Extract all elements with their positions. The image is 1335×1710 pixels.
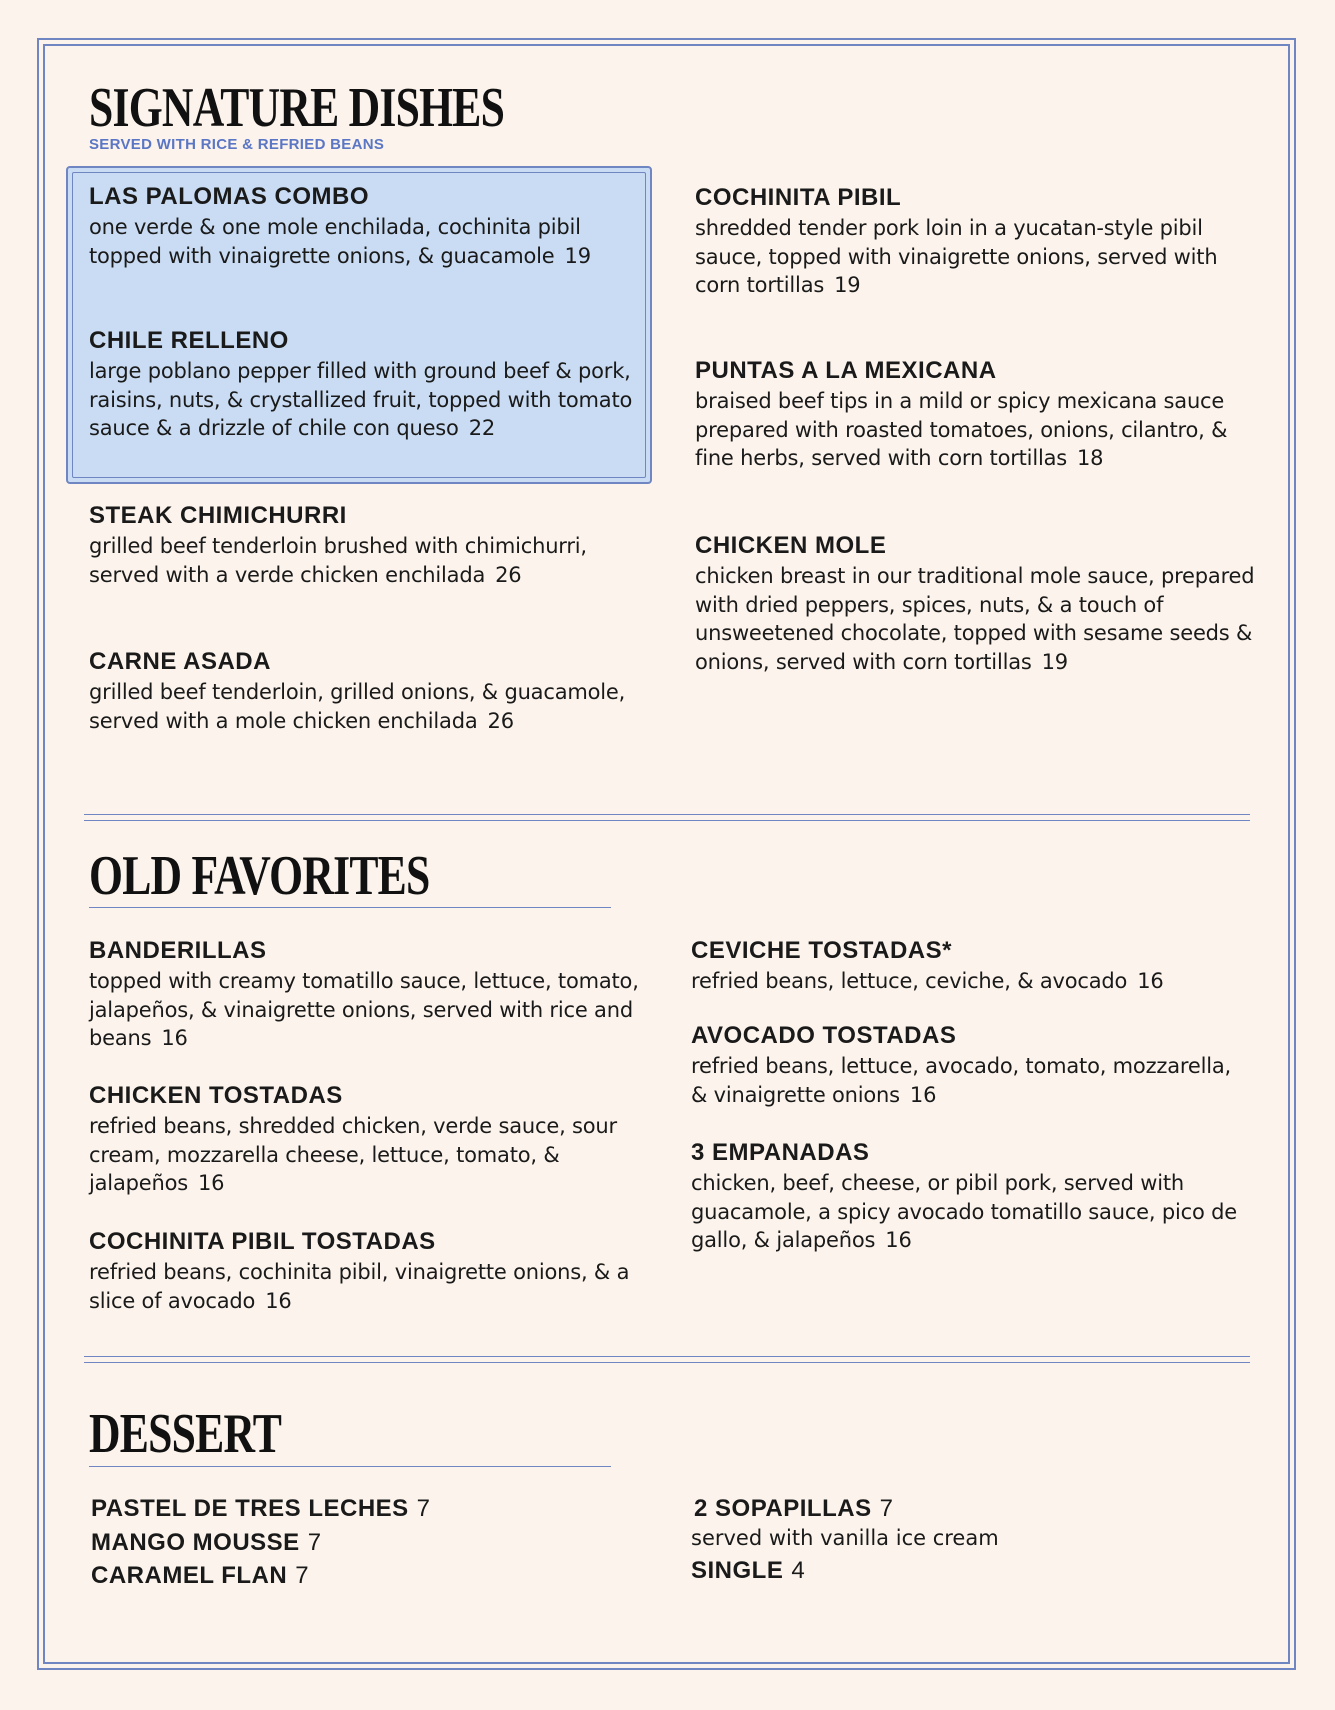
dessert-item xyxy=(91,1492,430,1525)
item-name: COCHINITA PIBIL xyxy=(695,184,902,211)
item-name: LAS PALOMAS COMBO xyxy=(89,183,370,210)
dessert-item xyxy=(694,1492,893,1525)
item-description: braised beef tips in a mild or spicy mexicana sauce prepared with roasted tomatoes, onions, cilantro, & fine herbs, served with corn tortillas xyxy=(695,389,1228,470)
signature-dishes-title: SIGNATURE DISHES xyxy=(89,77,505,139)
item-description: shredded tender pork loin in a yucatan-style pibil sauce, topped with vinaigrette onions, served with corn tortillas xyxy=(695,216,1218,297)
menu-item xyxy=(89,1082,649,1198)
dessert-name: 2 SOPAPILLAS xyxy=(694,1495,872,1522)
dessert-name: MANGO MOUSSE xyxy=(91,1529,300,1556)
item-description: chicken breast in our traditional mole sauce, prepared with dried peppers, spices, nuts, & a touch of unsweetened chocolate, topped with sesame seeds & onions, served with corn tortillas xyxy=(695,564,1255,674)
dessert-name: SINGLE xyxy=(691,1557,784,1584)
item-price: 26 xyxy=(495,562,522,587)
item-description: grilled beef tenderloin brushed with chimichurri, served with a verde chicken enchilada xyxy=(89,534,587,587)
dessert-title: DESSERT xyxy=(89,1403,282,1465)
item-price: 26 xyxy=(487,708,514,733)
item-price: 18 xyxy=(1077,446,1104,470)
item-name: CHILE RELLENO xyxy=(89,327,289,354)
item-name: CEVICHE TOSTADAS* xyxy=(691,937,952,964)
dessert-price: 7 xyxy=(295,1562,309,1589)
dessert-name: PASTEL DE TRES LECHES xyxy=(91,1495,409,1522)
item-description: refried beans, lettuce, avocado, tomato, mozzarella, & vinaigrette onions xyxy=(691,1054,1231,1107)
item-price: 22 xyxy=(468,416,496,440)
dessert-price: 4 xyxy=(791,1557,805,1584)
item-price: 16 xyxy=(1137,969,1164,993)
item-name: CHICKEN MOLE xyxy=(695,532,887,559)
section-divider xyxy=(84,1356,1250,1363)
item-name: AVOCADO TOSTADAS xyxy=(691,1022,957,1049)
item-description: one verde & one mole enchilada, cochinita pibil topped with vinaigrette onions, & guacamole xyxy=(89,215,581,268)
title-underline xyxy=(89,907,611,908)
title-underline xyxy=(89,1466,611,1467)
dessert-price: 7 xyxy=(879,1495,893,1522)
item-description: chicken, beef, cheese, or pibil pork, served with guacamole, a spicy avocado tomatillo sauce, pico de gallo, & jalapeños xyxy=(691,1171,1237,1252)
item-name: PUNTAS A LA MEXICANA xyxy=(695,357,997,384)
item-price: 16 xyxy=(885,1228,912,1252)
item-description: topped with creamy tomatillo sauce, lettuce, tomato, jalapeños, & vinaigrette onions, served with rice and beans xyxy=(89,969,639,1050)
item-description: refried beans, cochinita pibil, vinaigrette onions, & a slice of avocado xyxy=(89,1260,630,1313)
menu-item xyxy=(89,327,649,443)
menu-item xyxy=(695,357,1255,473)
dessert-item xyxy=(91,1559,309,1592)
item-description: large poblano pepper filled with ground beef & pork, raisins, nuts, & crystallized fruit, topped with tomato sauce & a drizzle of chile con queso xyxy=(89,359,633,440)
item-name: CHICKEN TOSTADAS xyxy=(89,1082,343,1109)
item-price: 16 xyxy=(265,1288,292,1313)
item-price: 16 xyxy=(161,1026,188,1050)
menu-item xyxy=(695,532,1255,676)
item-name: COCHINITA PIBIL TOSTADAS xyxy=(89,1228,436,1255)
dessert-price: 7 xyxy=(307,1529,322,1556)
item-description: refried beans, shredded chicken, verde sauce, sour cream, mozzarella cheese, lettuce, tomato, & jalapeños xyxy=(89,1114,617,1195)
menu-item xyxy=(89,502,649,589)
dessert-name: CARAMEL FLAN xyxy=(91,1562,288,1589)
item-price: 19 xyxy=(1041,649,1068,674)
menu-item xyxy=(89,648,649,735)
dessert-price: 7 xyxy=(416,1495,431,1522)
menu-item xyxy=(691,937,1251,996)
item-description: grilled beef tenderloin, grilled onions, & guacamole, served with a mole chicken enchilada xyxy=(89,680,626,733)
section-divider xyxy=(84,814,1250,821)
item-name: 3 EMPANADAS xyxy=(691,1139,870,1166)
item-name: CARNE ASADA xyxy=(89,648,271,675)
item-name: BANDERILLAS xyxy=(89,937,267,964)
item-price: 16 xyxy=(197,1171,225,1195)
item-price: 19 xyxy=(564,243,591,268)
menu-item xyxy=(695,184,1255,300)
old-favorites-title: OLD FAVORITES xyxy=(89,845,430,907)
item-price: 19 xyxy=(834,273,861,297)
dessert-item xyxy=(691,1554,805,1587)
dessert-note: served with vanilla ice cream xyxy=(691,1526,999,1550)
menu-item xyxy=(691,1139,1251,1255)
item-name: STEAK CHIMICHURRI xyxy=(89,502,347,529)
menu-item xyxy=(691,1022,1251,1109)
item-price: 16 xyxy=(909,1082,937,1107)
signature-subtitle: SERVED WITH RICE & REFRIED BEANS xyxy=(89,136,385,153)
menu-item xyxy=(89,1228,649,1315)
item-description: refried beans, lettuce, ceviche, & avocado xyxy=(691,969,1128,993)
menu-item xyxy=(89,183,649,270)
menu-item xyxy=(89,937,649,1053)
dessert-item xyxy=(91,1526,321,1559)
